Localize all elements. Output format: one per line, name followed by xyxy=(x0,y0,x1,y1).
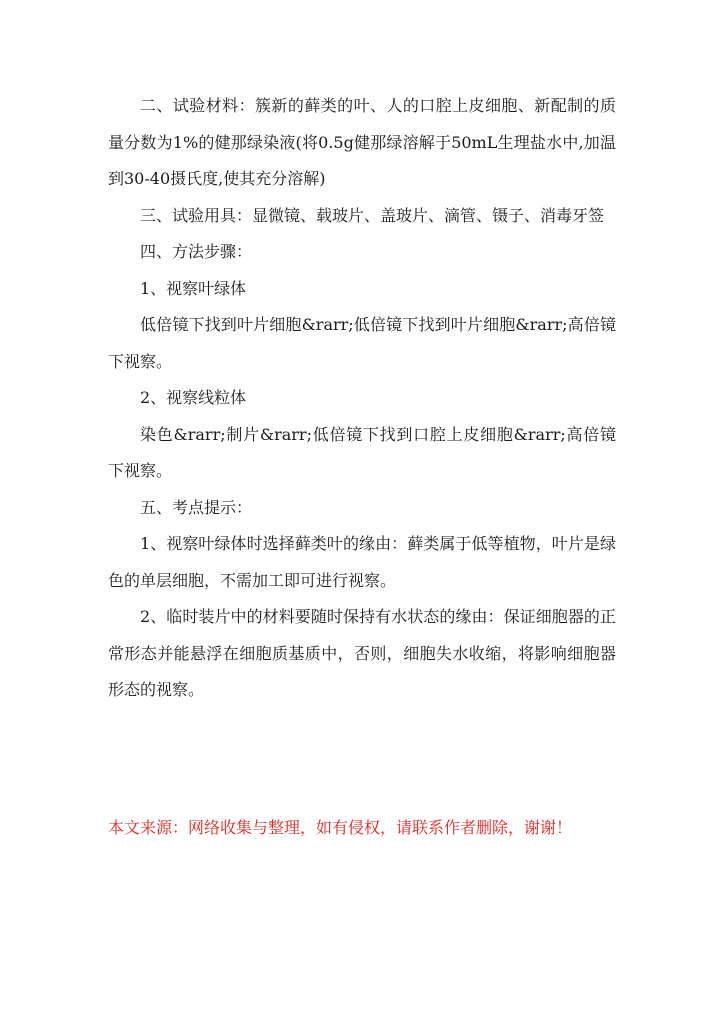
paragraph-step-1-title: 1、视察叶绿体 xyxy=(140,278,247,298)
paragraph-step-2-body: 染色&rarr;制片&rarr;低倍镜下找到口腔上皮细胞&rarr;高倍镜下视察。 xyxy=(108,424,616,480)
paragraph-step-2-title: 2、视察线粒体 xyxy=(140,388,247,407)
paragraph-step-1-body: 低倍镜下找到叶片细胞&rarr;低倍镜下找到叶片细胞&rarr;高倍镜下视察。 xyxy=(108,315,616,371)
document-body xyxy=(108,88,616,709)
paragraph-tip-2: 2、临时装片中的材料要随时保持有水状态的缘由：保证细胞器的正常形态并能悬浮在细胞质基质中，否则，细胞失水收缩，将影响细胞器形态的视察。 xyxy=(108,607,616,699)
paragraph-materials: 二、试验材料：簇新的藓类的叶、人的口腔上皮细胞、新配制的质量分数为1%的健那绿染液(将0.5g健那绿溶解于50mL生理盐水中,加温到30-40摄氏度,使其充分溶解) xyxy=(108,96,616,188)
paragraph-tools: 三、试验用具：显微镜、载玻片、盖玻片、滴管、镊子、消毒牙签 xyxy=(140,205,605,225)
paragraph-tips-heading: 五、考点提示： xyxy=(140,497,253,517)
paragraph-tip-1: 1、视察叶绿体时选择藓类叶的缘由：藓类属于低等植物，叶片是绿色的单层细胞，不需加工即可进行视察。 xyxy=(108,534,616,590)
paragraph-method-heading: 四、方法步骤： xyxy=(140,242,253,261)
source-note: 本文来源：网络收集与整理，如有侵权，请联系作者删除，谢谢！ xyxy=(108,818,573,837)
